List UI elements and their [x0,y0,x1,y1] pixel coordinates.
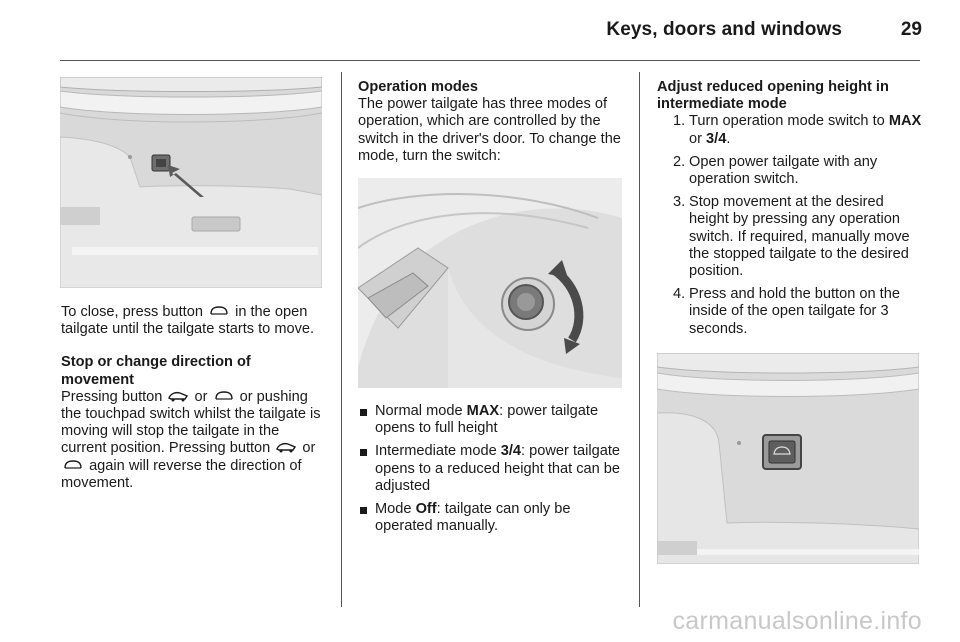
step-text: . [726,130,731,147]
step-text: or [689,130,707,147]
stop-text-or1: or [194,388,208,405]
stop-change-heading: Stop or change direction of movement [61,354,251,388]
mode-text-post: : tailgate can only be operated manually. [375,501,571,535]
step-number: 2. [673,153,686,170]
mode-label: MAX [888,113,922,130]
step-text: Press and hold the button on the inside of the open tailgate for 3 seconds. [689,286,900,337]
mode-text-pre: Mode [375,501,416,518]
mode-label: MAX [466,403,500,419]
stop-text-a: Pressing button [61,388,163,405]
column-divider-2 [639,72,640,607]
driver-door-switch-illustration [358,178,622,388]
tailgate-close-icon [63,459,83,471]
list-item [657,154,923,188]
bullet-marker [360,507,367,514]
stop-text-b: or pushing the touchpad switch whilst the tailgate is moving will stop the tailgate in the current position. Pressing button [61,388,321,457]
tailgate-open-icon [168,390,188,402]
close-instruction-text-a: To close, press button [61,304,203,320]
column-2-intro [358,79,624,165]
column-1-text [61,304,327,492]
step-text: Open power tailgate with any operation switch. [689,153,878,188]
page-number: 29 [900,19,922,40]
stop-change-paragraph [61,389,327,492]
mode-text-pre: Normal mode [375,403,467,419]
adjust-height-heading: Adjust reduced opening height in intermediate mode [657,79,889,113]
step-number: 1. [673,113,686,130]
list-item [358,443,624,495]
mode-text-post: : power tailgate opens to full height [375,403,599,437]
list-item [358,403,624,437]
header-rule [60,60,920,61]
mode-label: Off [415,501,437,518]
tailgate-open-icon [276,441,296,453]
tailgate-button-closeup-illustration [657,353,919,564]
list-item [657,286,923,338]
column-2-bullets [358,403,624,541]
step-text: Stop movement at the desired height by pressing any operation switch. If required, manually move the stopped tailgate to the desired position. [689,194,910,280]
column-divider-1 [341,72,342,607]
column-3-text [657,79,923,344]
step-number: 4. [673,286,686,303]
bullet-marker [360,409,367,416]
operation-modes-heading: Operation modes [358,79,479,95]
stop-text-c: again will reverse the direction of movement. [61,457,302,491]
watermark: carmanualsonline.info [672,607,922,635]
mode-list [358,403,624,535]
tailgate-close-icon [209,305,229,317]
mode-label: 3/4 [500,443,522,460]
tailgate-close-icon [214,390,234,402]
mode-label: 3/4 [706,130,727,147]
list-item [657,194,923,280]
list-item [358,501,624,535]
step-text: Turn operation mode switch to [689,113,889,130]
close-instruction-text-b: in the open tailgate until the tailgate starts to move. [61,304,315,338]
close-instruction [61,304,327,338]
step-number: 3. [673,194,686,211]
stop-text-or2: or [302,440,316,457]
section-title: Keys, doors and windows [606,19,842,40]
operation-modes-intro: The power tailgate has three modes of operation, which are controlled by the switch in the driver's door. To change the mode, turn the switch: [358,96,621,164]
bullet-marker [360,449,367,456]
mode-text-post: : power tailgate opens to a reduced height that can be adjusted [375,443,621,494]
tailgate-interior-illustration [60,77,322,288]
list-item [657,113,923,147]
mode-text-pre: Intermediate mode [375,443,501,460]
steps-list [657,113,923,337]
